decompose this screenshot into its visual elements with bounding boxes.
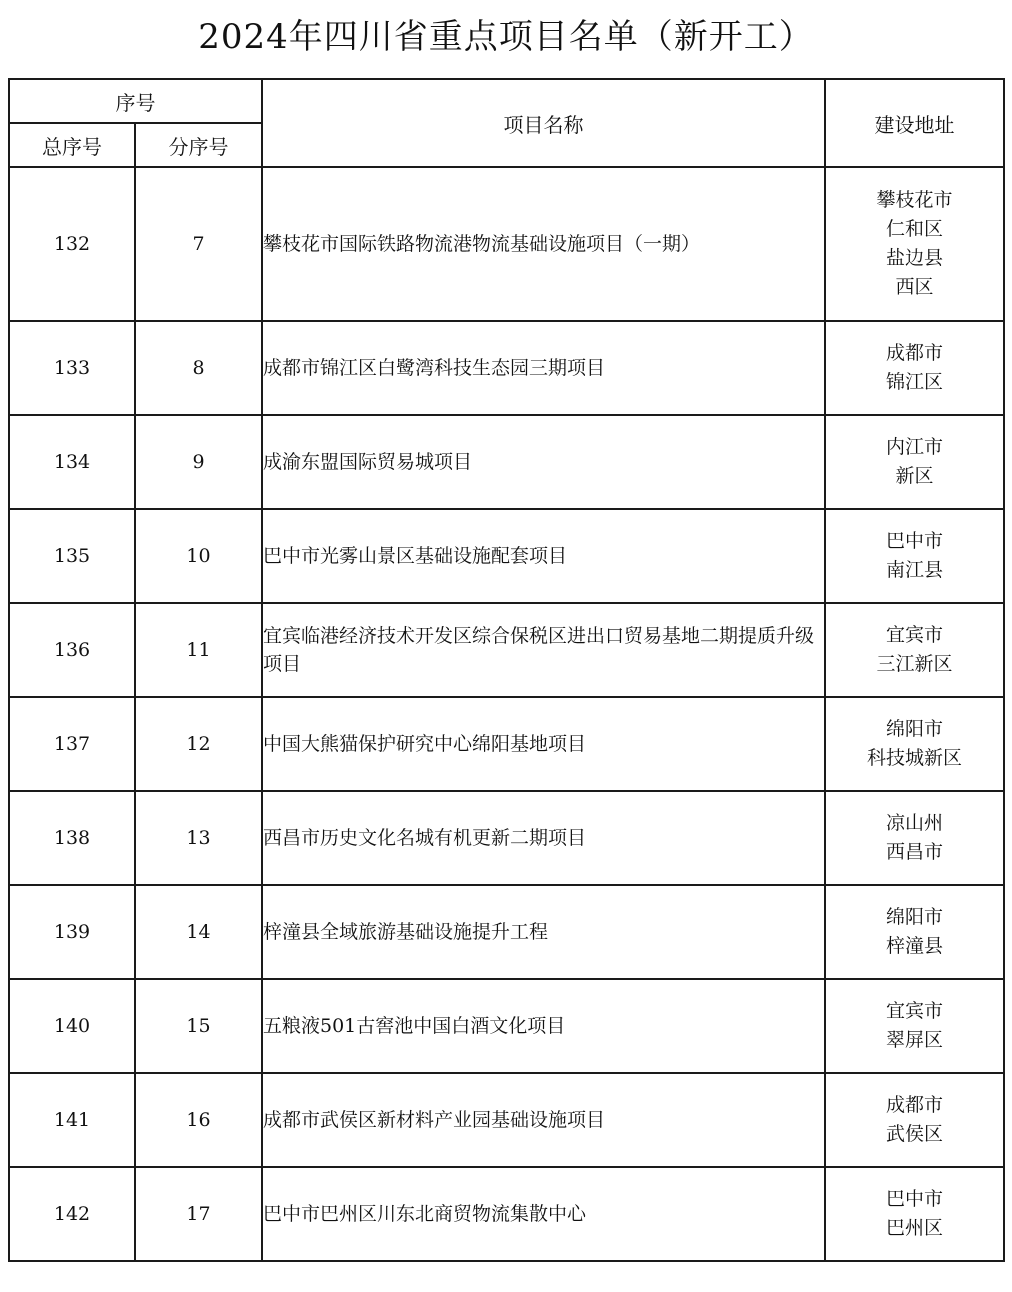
sub-seq-cell: 16 [135, 1073, 262, 1167]
header-project-name: 项目名称 [262, 79, 825, 167]
sub-seq-cell: 13 [135, 791, 262, 885]
location-cell [825, 979, 1004, 1073]
table-row [9, 167, 1004, 321]
project-name-cell: 中国大熊猫保护研究中心绵阳基地项目 [262, 697, 825, 791]
location-line: 新区 [895, 465, 934, 487]
sub-seq-cell: 11 [135, 603, 262, 697]
sub-seq-cell: 14 [135, 885, 262, 979]
location-line: 三江新区 [876, 653, 953, 675]
project-name-cell: 西昌市历史文化名城有机更新二期项目 [262, 791, 825, 885]
table-row [9, 509, 1004, 603]
total-seq-cell: 138 [9, 791, 135, 885]
location-line: 科技城新区 [866, 747, 962, 769]
project-name-cell: 巴中市光雾山景区基础设施配套项目 [262, 509, 825, 603]
page-title: 2024年四川省重点项目名单（新开工） [198, 17, 814, 57]
location-line: 宜宾市 [885, 1000, 943, 1022]
total-seq-cell: 134 [9, 415, 135, 509]
location-line: 西昌市 [885, 841, 943, 863]
table-row [9, 415, 1004, 509]
location-cell [825, 321, 1004, 415]
project-name-cell: 成都市武侯区新材料产业园基础设施项目 [262, 1073, 825, 1167]
header-location: 建设地址 [825, 79, 1004, 167]
sub-seq-cell: 10 [135, 509, 262, 603]
location-line: 成都市 [885, 342, 943, 364]
project-name-cell: 成渝东盟国际贸易城项目 [262, 415, 825, 509]
total-seq-cell: 135 [9, 509, 135, 603]
location-line: 攀枝花市 [876, 189, 953, 211]
location-cell [825, 415, 1004, 509]
table-row [9, 321, 1004, 415]
table-row [9, 791, 1004, 885]
sub-seq-cell: 17 [135, 1167, 262, 1261]
table-row [9, 1167, 1004, 1261]
location-line: 绵阳市 [885, 906, 943, 928]
location-line: 绵阳市 [885, 718, 943, 740]
sub-seq-cell: 7 [135, 167, 262, 321]
location-line: 南江县 [885, 559, 943, 581]
location-line: 仁和区 [885, 218, 943, 240]
location-line: 梓潼县 [885, 935, 943, 957]
sub-seq-cell: 15 [135, 979, 262, 1073]
location-line: 内江市 [885, 436, 943, 458]
project-name-cell: 宜宾临港经济技术开发区综合保税区进出口贸易基地二期提质升级项目 [262, 603, 825, 697]
location-cell [825, 603, 1004, 697]
total-seq-cell: 137 [9, 697, 135, 791]
table-row [9, 1073, 1004, 1167]
location-line: 盐边县 [885, 247, 943, 269]
location-line: 武侯区 [885, 1123, 943, 1145]
project-name-cell: 攀枝花市国际铁路物流港物流基础设施项目（一期） [262, 167, 825, 321]
total-seq-cell: 141 [9, 1073, 135, 1167]
total-seq-cell: 140 [9, 979, 135, 1073]
location-cell [825, 1167, 1004, 1261]
project-table [8, 78, 1005, 1262]
table-row [9, 697, 1004, 791]
location-line: 西区 [895, 276, 934, 298]
sub-seq-cell: 9 [135, 415, 262, 509]
location-cell [825, 885, 1004, 979]
table-row [9, 979, 1004, 1073]
table-row [9, 603, 1004, 697]
location-line: 凉山州 [885, 812, 943, 834]
project-name-cell: 梓潼县全域旅游基础设施提升工程 [262, 885, 825, 979]
location-cell [825, 1073, 1004, 1167]
header-seq-group: 序号 [9, 79, 262, 123]
location-line: 锦江区 [885, 371, 943, 393]
location-cell [825, 167, 1004, 321]
location-line: 巴中市 [885, 1188, 943, 1210]
location-line: 成都市 [885, 1094, 943, 1116]
location-line: 巴州区 [885, 1217, 943, 1239]
total-seq-cell: 142 [9, 1167, 135, 1261]
total-seq-cell: 136 [9, 603, 135, 697]
location-line: 翠屏区 [885, 1029, 943, 1051]
total-seq-cell: 139 [9, 885, 135, 979]
location-cell [825, 791, 1004, 885]
total-seq-cell: 133 [9, 321, 135, 415]
sub-seq-cell: 12 [135, 697, 262, 791]
location-line: 巴中市 [885, 530, 943, 552]
total-seq-cell: 132 [9, 167, 135, 321]
sub-seq-cell: 8 [135, 321, 262, 415]
location-cell [825, 509, 1004, 603]
project-name-cell: 巴中市巴州区川东北商贸物流集散中心 [262, 1167, 825, 1261]
header-sub-seq: 分序号 [135, 123, 262, 167]
project-name-cell: 五粮液501古窖池中国白酒文化项目 [262, 979, 825, 1073]
header-total-seq: 总序号 [9, 123, 135, 167]
table-row [9, 885, 1004, 979]
location-line: 宜宾市 [885, 624, 943, 646]
project-name-cell: 成都市锦江区白鹭湾科技生态园三期项目 [262, 321, 825, 415]
location-cell [825, 697, 1004, 791]
